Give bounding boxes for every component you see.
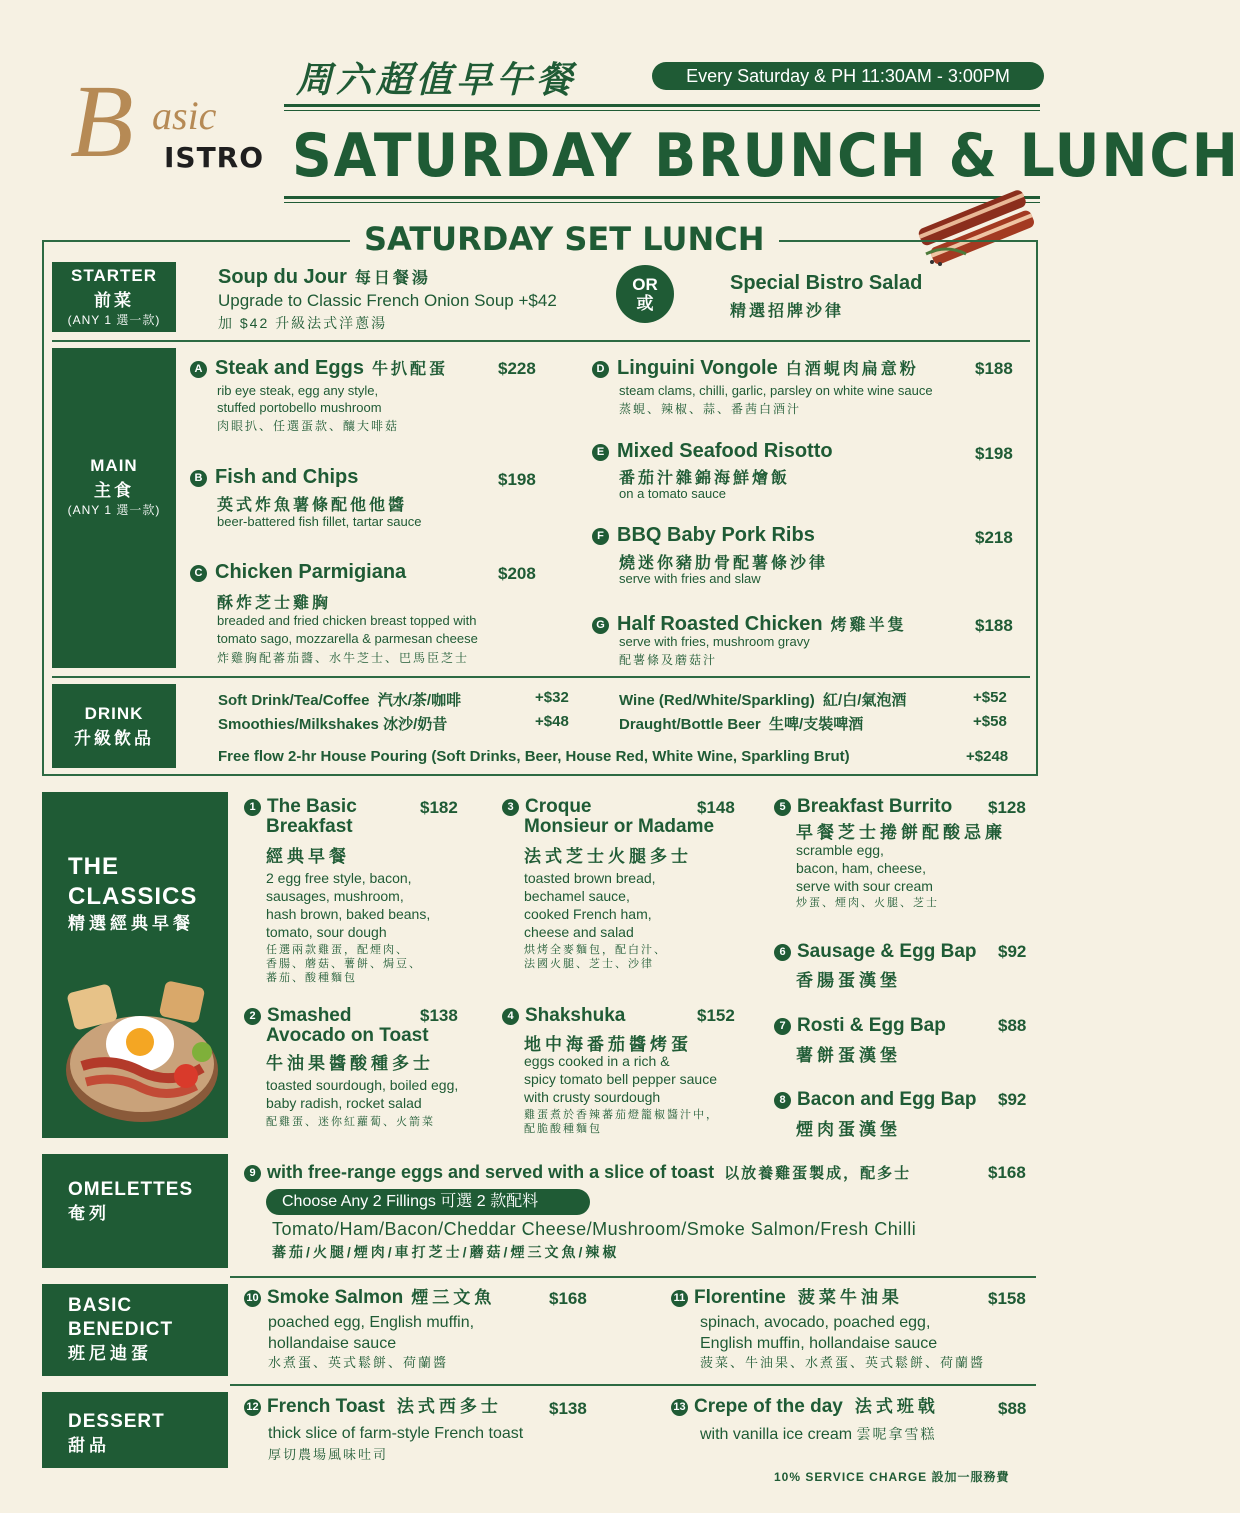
item-price: $92 (998, 942, 1027, 961)
number-badge: 10 (244, 1290, 261, 1307)
soup-title-en: Soup du Jour (218, 266, 347, 288)
soup-title (218, 265, 431, 289)
drink-price: +$32 (535, 689, 569, 706)
desc-line: cheese and salad (524, 924, 634, 940)
main-item-c (190, 561, 406, 584)
item-price: $148 (697, 798, 735, 817)
item-desc (524, 869, 656, 941)
time-badge: Every Saturday & PH 11:30AM - 3:00PM (652, 62, 1044, 90)
item-title-zh: 香腸蛋漢堡 (796, 971, 901, 990)
item-desc: thick slice of farm-style French toast (268, 1425, 524, 1442)
item-desc-zh: 蒸蜆、辣椒、蒜、番茜白酒汁 (619, 402, 802, 416)
item-desc: steam clams, chilli, garlic, parsley on white wine sauce (619, 383, 933, 398)
drink-category (52, 684, 176, 768)
desc-zh-line: 烘烤全麥麵包，配白汁、 (524, 944, 667, 956)
desc-line: serve with sour cream (796, 878, 933, 894)
item-desc-zh: 水煮蛋、英式鬆餅、荷蘭醬 (268, 1355, 449, 1370)
desc-line: sausages, mushroom, (266, 888, 404, 904)
desc-line: baby radish, rocket salad (266, 1095, 422, 1111)
drink-price: +$58 (973, 713, 1007, 730)
item-price: $188 (975, 359, 1013, 378)
desc-line: hash brown, baked beans, (266, 906, 431, 922)
or-en: OR (632, 275, 658, 294)
or-zh: 或 (636, 294, 654, 313)
classic-item-2 (244, 1005, 351, 1026)
benedict-item-10 (244, 1287, 495, 1308)
drink-beer (619, 713, 863, 734)
item-title: Smoke Salmon (267, 1287, 404, 1308)
item-price: $92 (998, 1090, 1027, 1109)
salad-title-zh: 精選招牌沙律 (730, 303, 845, 320)
number-badge: 13 (671, 1399, 688, 1416)
drink-name-zh: 生啤/支裝啤酒 (769, 716, 864, 733)
item-desc-zh: 菠菜、牛油果、水煮蛋、英式鬆餅、荷蘭醬 (700, 1355, 986, 1370)
benedict-divider (230, 1384, 1036, 1386)
item-desc: beer-battered fish fillet, tartar sauce (217, 514, 422, 529)
letter-badge: G (592, 617, 609, 634)
fillings-list: Tomato/Ham/Bacon/Cheddar Cheese/Mushroom/Smoke Salmon/Fresh Chilli (272, 1219, 917, 1239)
item-title-line2: Breakfast (266, 816, 353, 837)
item-price: $128 (988, 798, 1026, 817)
letter-badge: E (592, 444, 609, 461)
desc-line: scramble egg, (796, 842, 884, 858)
omelette-item (244, 1162, 911, 1184)
omelettes-category (42, 1154, 228, 1268)
desc-line: spicy tomato bell pepper sauce (524, 1071, 717, 1087)
classics-label-2: CLASSICS (68, 883, 198, 910)
drink-label: DRINK (84, 704, 144, 723)
soup-upgrade-zh: 加 $42 升級法式洋蔥湯 (218, 315, 388, 331)
drink-name-zh: 紅/白/氣泡酒 (823, 692, 907, 709)
item-price: $88 (998, 1016, 1027, 1035)
item-desc (524, 1052, 717, 1106)
classic-item-8 (774, 1089, 976, 1110)
item-title-zh: 烤雞半隻 (830, 617, 907, 634)
item-title: Linguini Vongole (617, 357, 778, 379)
omelettes-label-zh: 奄列 (68, 1204, 110, 1223)
starter-sub: (ANY 1 選一款) (67, 313, 161, 327)
item-title-zh: 牛扒配蛋 (371, 361, 448, 378)
starter-category (52, 262, 176, 332)
main-item-f (592, 524, 815, 547)
item-title-zh: 白酒蜆肉扁意粉 (785, 361, 919, 378)
classic-item-1 (244, 796, 357, 817)
desc-line: with vanilla ice cream (700, 1426, 853, 1443)
item-desc: serve with fries, mushroom gravy (619, 634, 810, 649)
desc-zh-line: 蕃茄、酸種麵包 (266, 972, 357, 984)
item-desc: tomato sago, mozzarella & parmesan cheese (217, 631, 478, 646)
bistro-logo (60, 64, 265, 188)
item-desc-zh: 肉眼扒、任選蛋款、釀大啡菇 (217, 419, 400, 433)
letter-badge: A (190, 361, 207, 378)
item-desc (700, 1425, 937, 1444)
letter-badge: C (190, 565, 207, 582)
drink-price: +$48 (535, 713, 569, 730)
desc-line: bechamel sauce, (524, 888, 630, 904)
dessert-label-zh: 甜品 (68, 1436, 110, 1455)
desc-zh-line: 法國火腿、芝士、沙律 (524, 958, 654, 970)
item-desc: serve with fries and slaw (619, 571, 761, 586)
item-title: BBQ Baby Pork Ribs (617, 524, 815, 546)
drink-name: Draught/Bottle Beer (619, 716, 761, 733)
number-badge: 6 (774, 944, 791, 961)
desc-zh-line: 配脆酸種麵包 (524, 1123, 602, 1135)
classic-item-6 (774, 941, 977, 962)
item-title-zh: 經典早餐 (266, 847, 350, 866)
item-desc-zh: 炒蛋、煙肉、火腿、芝士 (796, 897, 939, 909)
logo-b: B (70, 64, 134, 179)
drink-name: Soft Drink/Tea/Coffee (218, 692, 370, 709)
item-price: $168 (549, 1289, 587, 1308)
header-rule-top (284, 104, 1040, 107)
logo-istro: ISTRO (164, 141, 265, 174)
page-title: SATURDAY BRUNCH & LUNCH (292, 121, 1240, 191)
item-price: $158 (988, 1289, 1026, 1308)
item-title: Breakfast Burrito (797, 796, 953, 817)
benedict-label-1: BASIC (68, 1295, 133, 1316)
item-title: Smashed (267, 1005, 352, 1026)
item-title-zh: 菠菜牛油果 (797, 1288, 903, 1307)
desc-line: cooked French ham, (524, 906, 652, 922)
main-category (52, 348, 176, 668)
item-title-line2: Monsieur or Madame (524, 816, 715, 837)
drink-smoothie (218, 713, 447, 734)
item-title-zh: 薯餅蛋漢堡 (796, 1046, 901, 1065)
item-title: The Basic (267, 796, 357, 817)
item-price: $182 (420, 798, 458, 817)
desc-zh-line: 雞蛋煮於香辣蕃茄燈籠椒醬汁中， (524, 1109, 719, 1121)
item-desc (700, 1312, 937, 1354)
item-title-zh: 煙肉蛋漢堡 (796, 1120, 901, 1139)
drink-price: +$52 (973, 689, 1007, 706)
item-title: Sausage & Egg Bap (797, 941, 977, 962)
item-desc-zh (524, 943, 667, 971)
main-item-b (190, 466, 358, 489)
item-desc-zh (524, 1108, 719, 1136)
dessert-item-12 (244, 1396, 502, 1417)
dessert-category (42, 1392, 228, 1468)
item-title-zh: 法式班戟 (854, 1397, 939, 1416)
item-price: $198 (498, 470, 536, 489)
item-price: $152 (697, 1006, 735, 1025)
drink-name: Smoothies/Milkshakes (218, 716, 379, 733)
item-desc-zh: 配雞蛋、迷你紅蘿蔔、火箭菜 (266, 1116, 435, 1128)
desc-line: toasted sourdough, boiled egg, (266, 1077, 459, 1093)
number-badge: 5 (774, 799, 791, 816)
item-title: with free-range eggs and served with a slice of toast (267, 1162, 715, 1182)
item-title: Crepe of the day (694, 1396, 843, 1417)
drink-wine (619, 689, 906, 710)
drink-name-zh: 冰沙/奶昔 (383, 716, 448, 733)
drink-price: +$248 (966, 748, 1009, 765)
item-title-zh: 煙三文魚 (411, 1288, 496, 1307)
drink-label-zh: 升級飲品 (74, 729, 154, 748)
item-desc-zh: 炸雞胸配蕃茄醬、水牛芝士、巴馬臣芝士 (217, 651, 470, 665)
letter-badge: F (592, 528, 609, 545)
starter-divider (52, 340, 1030, 342)
logo-basic: asic (152, 93, 217, 138)
desc-line: poached egg, English muffin, (268, 1314, 475, 1331)
main-item-e (592, 440, 833, 463)
item-price: $188 (975, 616, 1013, 635)
or-badge (616, 265, 674, 323)
item-title: Half Roasted Chicken (617, 613, 823, 635)
dessert-item-13 (671, 1396, 939, 1417)
item-price: $208 (498, 564, 536, 583)
number-badge: 3 (502, 799, 519, 816)
desc-line: bacon, ham, cheese, (796, 860, 926, 876)
item-title-zh: 法式西多士 (396, 1397, 502, 1416)
classics-label-1: THE (68, 853, 119, 880)
number-badge: 7 (774, 1018, 791, 1035)
breakfast-plate-illustration (62, 966, 222, 1132)
service-charge-note: 10% SERVICE CHARGE 設加一服務費 (774, 1470, 1010, 1484)
classics-label-zh: 精選經典早餐 (68, 914, 194, 933)
item-desc (266, 869, 430, 941)
benedict-label-2: BENEDICT (68, 1319, 174, 1340)
drink-name-zh: 汽水/茶/咖啡 (377, 692, 462, 709)
main-label: MAIN (90, 456, 138, 475)
item-title: Fish and Chips (215, 466, 359, 488)
item-title-zh: 早餐芝士捲餅配酸忌廉 (796, 823, 1006, 842)
item-desc: breaded and fried chicken breast topped with (217, 613, 477, 628)
desc-line: with crusty sourdough (524, 1089, 661, 1105)
item-title-zh: 燒迷你豬肋骨配薯條沙律 (619, 555, 829, 572)
main-sub: (ANY 1 選一款) (67, 503, 161, 517)
item-price: $228 (498, 359, 536, 378)
item-desc-zh: 配薯條及蘑菇汁 (619, 653, 718, 667)
item-title: Steak and Eggs (215, 357, 364, 379)
item-price: $138 (549, 1399, 587, 1418)
item-title: Mixed Seafood Risotto (617, 440, 833, 462)
fillings-list-zh: 蕃茄/火腿/煙肉/車打芝士/蘑菇/煙三文魚/辣椒 (272, 1244, 620, 1260)
dessert-label: DESSERT (68, 1411, 165, 1432)
item-title-zh: 英式炸魚薯條配他他醬 (217, 497, 408, 514)
main-label-zh: 主食 (94, 481, 134, 500)
omelette-divider (230, 1276, 1036, 1278)
fillings-badge: Choose Any 2 Fillings 可選 2 款配料 (266, 1189, 590, 1215)
benedict-label-zh: 班尼迪蛋 (68, 1344, 152, 1363)
item-title-zh: 番茄汁雜錦海鮮燴飯 (619, 470, 791, 487)
item-title-zh: 酥炸芝士雞胸 (217, 595, 332, 612)
item-title: Florentine (694, 1287, 786, 1308)
number-badge: 1 (244, 799, 261, 816)
item-title: French Toast (267, 1396, 385, 1417)
item-price: $88 (998, 1399, 1027, 1418)
desc-zh-line: 香腸、蘑菇、薯餅、焗豆、 (266, 958, 422, 970)
desc-line: hollandaise sauce (268, 1335, 397, 1352)
item-desc-zh: 厚切農場風味吐司 (268, 1447, 389, 1462)
main-divider (52, 676, 1030, 678)
item-title: Chicken Parmigiana (215, 561, 407, 583)
classic-item-7 (774, 1015, 946, 1036)
desc-line: spinach, avocado, poached egg, (700, 1314, 931, 1331)
zh-page-title: 周六超值早午餐 (296, 59, 577, 100)
item-desc: stuffed portobello mushroom (217, 400, 382, 415)
salad-title: Special Bistro Salad (730, 272, 923, 294)
letter-badge: D (592, 361, 609, 378)
starter-label: STARTER (70, 266, 157, 285)
omelettes-label: OMELETTES (68, 1179, 194, 1200)
item-desc (266, 1076, 458, 1112)
header-rule-top-thin (284, 110, 1040, 111)
number-badge: 9 (244, 1165, 261, 1182)
item-title: Croque (525, 796, 592, 817)
item-desc (796, 841, 933, 895)
desc-line: English muffin, hollandaise sauce (700, 1335, 938, 1352)
item-title-zh: 地中海番茄醬烤蛋 (524, 1035, 692, 1054)
benedict-item-11 (671, 1287, 903, 1308)
desc-zh-line: 任選兩款雞蛋，配煙肉、 (266, 944, 409, 956)
number-badge: 4 (502, 1008, 519, 1025)
classic-item-4 (502, 1005, 625, 1026)
desc-line: tomato, sour dough (266, 924, 387, 940)
item-price: $168 (988, 1163, 1026, 1182)
item-price: $218 (975, 528, 1013, 547)
soup-title-zh: 每日餐湯 (354, 270, 431, 287)
set-lunch-title: SATURDAY SET LUNCH (350, 220, 779, 258)
item-title: Shakshuka (525, 1005, 626, 1026)
number-badge: 8 (774, 1092, 791, 1109)
item-title-zh: 法式芝士火腿多士 (524, 847, 692, 866)
classic-item-5 (774, 796, 952, 817)
drink-name: Wine (Red/White/Sparkling) (619, 692, 815, 709)
starter-label-zh: 前菜 (94, 291, 134, 310)
letter-badge: B (190, 470, 207, 487)
number-badge: 2 (244, 1008, 261, 1025)
desc-zh-line: 雲呢拿雪糕 (856, 1426, 937, 1442)
item-desc (268, 1312, 474, 1354)
item-title: Rosti & Egg Bap (797, 1015, 946, 1036)
drink-soft (218, 689, 461, 710)
item-desc: rib eye steak, egg any style, (217, 383, 379, 398)
item-price: $198 (975, 444, 1013, 463)
item-title-zh: 以放養雞蛋製成，配多士 (724, 1165, 912, 1182)
item-desc: on a tomato sauce (619, 486, 726, 501)
desc-line: toasted brown bread, (524, 870, 656, 886)
soup-upgrade: Upgrade to Classic French Onion Soup +$42 (218, 291, 557, 310)
drink-freeflow: Free flow 2-hr House Pouring (Soft Drinks, Beer, House Red, White Wine, Sparkling Brut) (218, 748, 850, 765)
item-title-zh: 牛油果醬酸種多士 (266, 1054, 434, 1073)
item-title: Bacon and Egg Bap (797, 1089, 977, 1110)
item-title-line2: Avocado on Toast (266, 1025, 429, 1046)
number-badge: 11 (671, 1290, 688, 1307)
desc-line: eggs cooked in a rich & (524, 1053, 670, 1069)
item-desc-zh (266, 943, 422, 985)
desc-line: 2 egg free style, bacon, (266, 870, 412, 886)
classic-item-3 (502, 796, 592, 817)
number-badge: 12 (244, 1399, 261, 1416)
main-item-a (190, 356, 448, 380)
main-item-d (592, 356, 919, 380)
benedict-category (42, 1284, 228, 1376)
item-price: $138 (420, 1006, 458, 1025)
